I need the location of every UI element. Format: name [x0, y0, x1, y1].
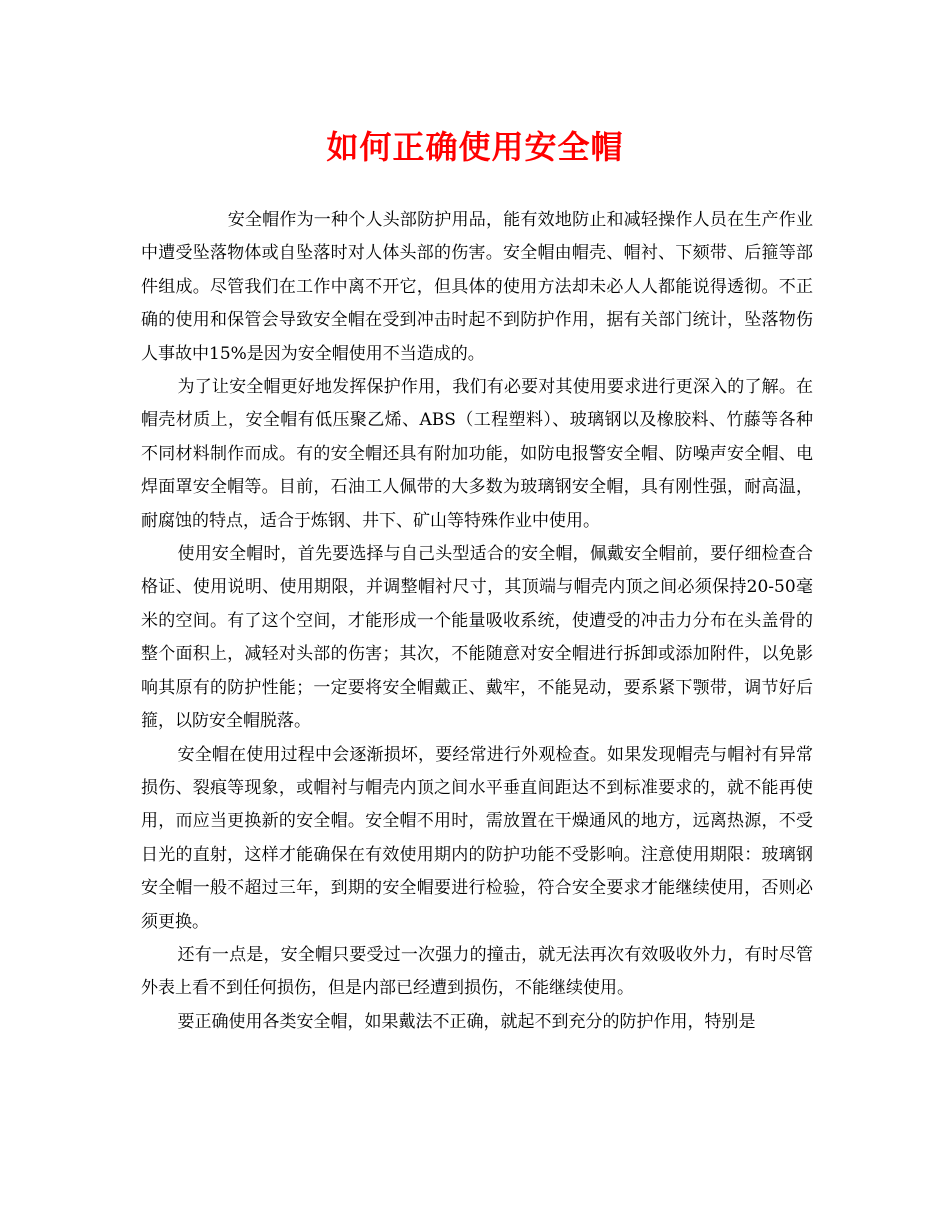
paragraph-inspection: 安全帽在使用过程中会逐渐损坏，要经常进行外观检查。如果发现帽壳与帽衬有异常损伤、裂痕等现象，或帽衬与帽壳内顶之间水平垂直间距达不到标准要求的，就不能再使用，而应当更换新的安全帽。安全帽不用时，需放置在干燥通风的地方，远离热源，不受日光的直射，这样才能确保在有效使用期内的防护功能不受影响。注意使用期限：玻璃钢安全帽一般不超过三年，到期的安全帽要进行检验，符合安全要求才能继续使用，否则必须更换。: [141, 744, 813, 932]
paragraph-materials: 为了让安全帽更好地发挥保护作用，我们有必要对其使用要求进行更深入的了解。在帽壳材质上，安全帽有低压聚乙烯、ABS（工程塑料）、玻璃钢以及橡胶料、竹藤等各种不同材料制作而成。有的安全帽还具有附加功能，如防电报警安全帽、防噪声安全帽、电焊面罩安全帽等。目前，石油工人佩带的大多数为玻璃钢安全帽，具有刚性强，耐高温，耐腐蚀的特点，适合于炼钢、井下、矿山等特殊作业中使用。: [141, 377, 813, 531]
paragraph-wearing: 要正确使用各类安全帽，如果戴法不正确，就起不到充分的防护作用，特别是: [177, 1011, 756, 1032]
paragraph-intro: 安全帽作为一种个人头部防护用品，能有效地防止和减轻操作人员在生产作业中遭受坠落物体或自坠落时对人体头部的伤害。安全帽由帽壳、帽衬、下颏带、后箍等部件组成。尽管我们在工作中离不开它，但具体的使用方法却未必人人都能说得透彻。不正确的使用和保管会导致安全帽在受到冲击时起不到防护作用，据有关部门统计，坠落物伤人事故中15%是因为安全帽使用不当造成的。: [141, 210, 813, 364]
document-title: 如何正确使用安全帽: [326, 128, 624, 166]
document-body: [141, 204, 813, 1039]
paragraph-impact: 还有一点是，安全帽只要受过一次强力的撞击，就无法再次有效吸收外力，有时尽管外表上看不到任何损伤，但是内部已经遭到损伤，不能继续使用。: [141, 944, 813, 999]
paragraph-usage: 使用安全帽时，首先要选择与自己头型适合的安全帽，佩戴安全帽前，要仔细检查合格证、使用说明、使用期限，并调整帽衬尺寸，其顶端与帽壳内顶之间必须保持20-50毫米的空间。有了这个空间，才能形成一个能量吸收系统，使遭受的冲击力分布在头盖骨的整个面积上，减轻对头部的伤害；其次，不能随意对安全帽进行拆卸或添加附件，以免影响其原有的防护性能；一定要将安全帽戴正、戴牢，不能晃动，要系紧下颚带，调节好后箍，以防安全帽脱落。: [141, 544, 813, 732]
